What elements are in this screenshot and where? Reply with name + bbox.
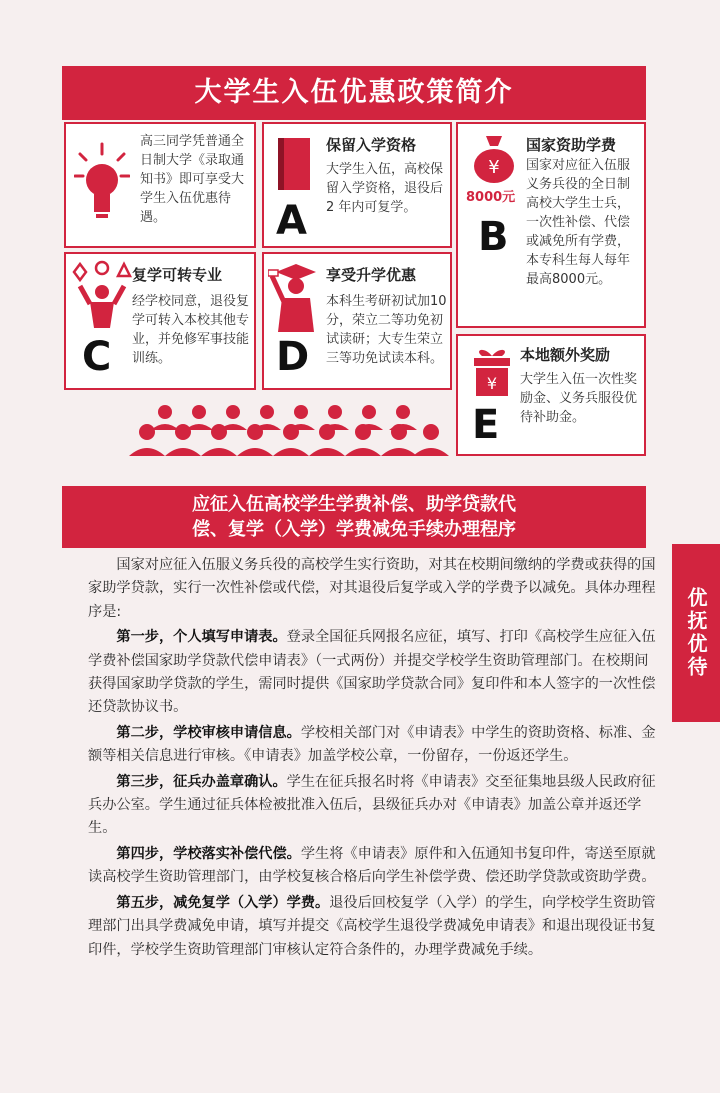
procedure-banner — [62, 486, 646, 548]
policy-d-letter: D — [276, 334, 310, 380]
graduate-icon — [268, 258, 320, 334]
step-1-text: 登录全国征兵网报名应征，填写、打印《高校学生应征入伍学费补偿国家助学贷款代偿申请表》（一式两份）并提交学校学生资助管理部门。在校期间获得国家助学贷款的学生，需同时提供《国家助学贷款合同》复印件和本人签字的一次性偿还贷款协议书。 — [88, 629, 656, 716]
policy-d-box — [262, 252, 452, 390]
procedure-banner-line1: 应征入伍高校学生学费补偿、助学贷款代 — [192, 494, 516, 515]
policy-e-letter: E — [472, 402, 500, 448]
policy-e-text: 大学生入伍一次性奖励金、义务兵服役优待补助金。 — [520, 372, 638, 425]
step-5 — [88, 892, 658, 962]
policy-b-title: 国家资助学费 — [526, 136, 617, 154]
book-icon — [274, 134, 314, 194]
policy-c-letter: C — [82, 334, 112, 380]
procedure-body — [88, 554, 658, 962]
intro-box — [64, 122, 256, 248]
procedure-intro: 国家对应征入伍服义务兵役的高校学生实行资助，对其在校期间缴纳的学费或获得的国家助学贷款，实行一次性补偿或代偿，对其退役后复学或入学的学费予以减免。具体办理程序是: — [88, 557, 656, 620]
crowd-illustration — [125, 404, 449, 456]
step-3-text: 学生在征兵报名时将《申请表》交至征集地县级人民政府征兵办公室。学生通过征兵体检被批准入伍后，县级征兵办对《申请表》加盖公章并返还学生。 — [88, 773, 656, 837]
step-1-label: 第一步，个人填写申请表。 — [116, 629, 287, 646]
step-5-label: 第五步，减免复学（入学）学费。 — [116, 894, 330, 911]
policy-e-box — [456, 334, 646, 456]
policy-d-title: 享受升学优惠 — [326, 266, 417, 284]
juggler-icon — [72, 260, 132, 330]
money-bag-icon — [472, 132, 516, 184]
step-3 — [88, 771, 658, 841]
svg-text:¥: ¥ — [488, 157, 500, 178]
policy-a-letter: A — [276, 198, 307, 244]
policy-e-title: 本地额外奖励 — [520, 346, 611, 364]
step-2 — [88, 722, 658, 769]
step-2-label: 第二步，学校审核申请信息。 — [116, 724, 301, 741]
step-3-label: 第三步，征兵办盖章确认。 — [116, 773, 287, 790]
policy-b-text: 国家对应征入伍服义务兵役的全日制高校大学生士兵，一次性补偿、代偿或减免所有学费，本专科生每人每年最高8000元。 — [526, 158, 631, 287]
money-amount: 8000元 — [466, 190, 516, 205]
policy-c-title: 复学可转专业 — [132, 266, 223, 284]
step-4-text: 学生将《申请表》原件和入伍通知书复印件，寄送至原就读高校学生资助管理部门，由学校复核合格后向学生补偿学费、偿还助学贷款或资助学费。 — [88, 845, 656, 886]
policy-b-box — [456, 122, 646, 328]
policy-a-box — [262, 122, 452, 248]
gift-icon — [470, 344, 514, 398]
step-4-label: 第四步，学校落实补偿代偿。 — [116, 845, 301, 862]
step-5-text: 退役后回校复学（入学）的学生，向学校学生资助管理部门出具学费减免申请，填写并提交《高校学生退役学费减免申请表》和退出现役证书复印件，学校学生资助管理部门审核认定符合条件的，办理学费减免手续。 — [88, 894, 656, 958]
policy-b-letter: B — [478, 214, 509, 260]
step-1 — [88, 626, 658, 720]
policy-d-text: 本科生考研初试加10分，荣立二等功免初试读研；大专生荣立三等功免试读本科。 — [326, 294, 447, 366]
svg-text:¥: ¥ — [486, 374, 498, 393]
step-2-text: 学校相关部门对《申请表》中学生的资助资格、标准、金额等相关信息进行审核。《申请表》加盖学校公章，一份留存，一份返还学生。 — [88, 724, 656, 765]
intro-text: 高三同学凭普通全日制大学《录取通知书》即可享受大学生入伍优惠待遇。 — [140, 134, 245, 225]
side-tab: 优抚优待 — [672, 544, 720, 722]
step-4 — [88, 843, 658, 890]
policy-a-title: 保留入学资格 — [326, 136, 417, 154]
policy-banner: 大学生入伍优惠政策简介 — [62, 66, 646, 120]
procedure-banner-line2: 偿、复学（入学）学费减免手续办理程序 — [192, 519, 516, 540]
policy-a-text: 大学生入伍，高校保留入学资格，退役后 2 年内可复学。 — [326, 162, 444, 215]
policy-c-box — [64, 252, 256, 390]
policy-c-text: 经学校同意，退役复学可转入本校其他专业，并免修军事技能训练。 — [132, 294, 250, 366]
lightbulb-icon — [74, 142, 130, 232]
